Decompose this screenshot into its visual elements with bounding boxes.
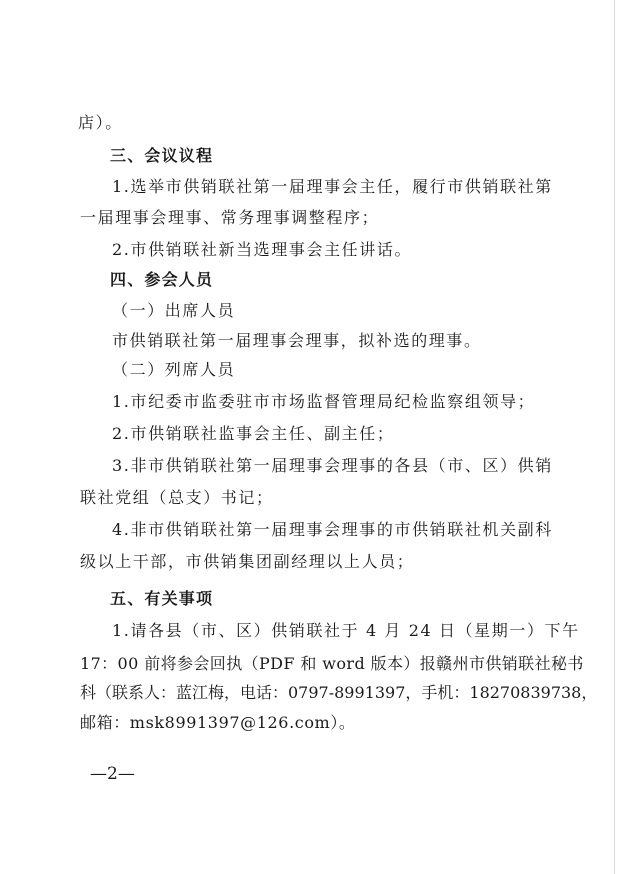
agenda-item-1-line-2: 一届理事会理事、常务理事调整程序； <box>80 208 380 227</box>
matters-item-1-line-1: 1.请各县（市、区）供销联社于 4 月 24 日（星期一）下午 <box>112 621 580 640</box>
section-heading-agenda: 三、会议议程 <box>110 146 214 165</box>
observer-item-2: 2.市供销联社监事会主任、副主任； <box>112 424 395 443</box>
matters-item-1-line-3: 科（联系人：蓝江梅，电话：0797-8991397，手机：18270839738， <box>80 683 598 702</box>
attending-text: 市供销联社第一届理事会理事，拟补选的理事。 <box>112 331 482 350</box>
page-edge-divider <box>614 0 615 874</box>
observer-item-3-line-2: 联社党组（总支）书记； <box>80 488 274 507</box>
agenda-item-1-line-1: 1.选举市供销联社第一届理事会主任，履行市供销联社第 <box>112 177 553 196</box>
section-heading-matters: 五、有关事项 <box>110 589 214 608</box>
observer-item-4-line-2: 级以上干部，市供销集团副经理以上人员； <box>80 552 415 571</box>
paragraph-continuation: 店）。 <box>78 113 123 132</box>
observer-item-1: 1.市纪委市监委驻市市场监督管理局纪检监察组领导； <box>112 392 536 411</box>
matters-item-1-line-4: 邮箱：msk8991397@126.com）。 <box>80 713 356 732</box>
agenda-item-2: 2.市供销联社新当选理事会主任讲话。 <box>112 240 413 259</box>
observer-item-3-line-1: 3.非市供销联社第一届理事会理事的各县（市、区）供销 <box>112 456 553 475</box>
section-heading-attendees: 四、参会人员 <box>110 270 214 289</box>
subheading-attending: （一）出席人员 <box>112 301 236 320</box>
matters-item-1-line-2: 17：00 前将参会回执（PDF 和 word 版本）报赣州市供销联社秘书 <box>80 654 584 673</box>
observer-item-4-line-1: 4.非市供销联社第一届理事会理事的市供销联社机关副科 <box>112 520 553 539</box>
page-number: —2— <box>90 764 135 784</box>
subheading-observing: （二）列席人员 <box>112 360 236 379</box>
